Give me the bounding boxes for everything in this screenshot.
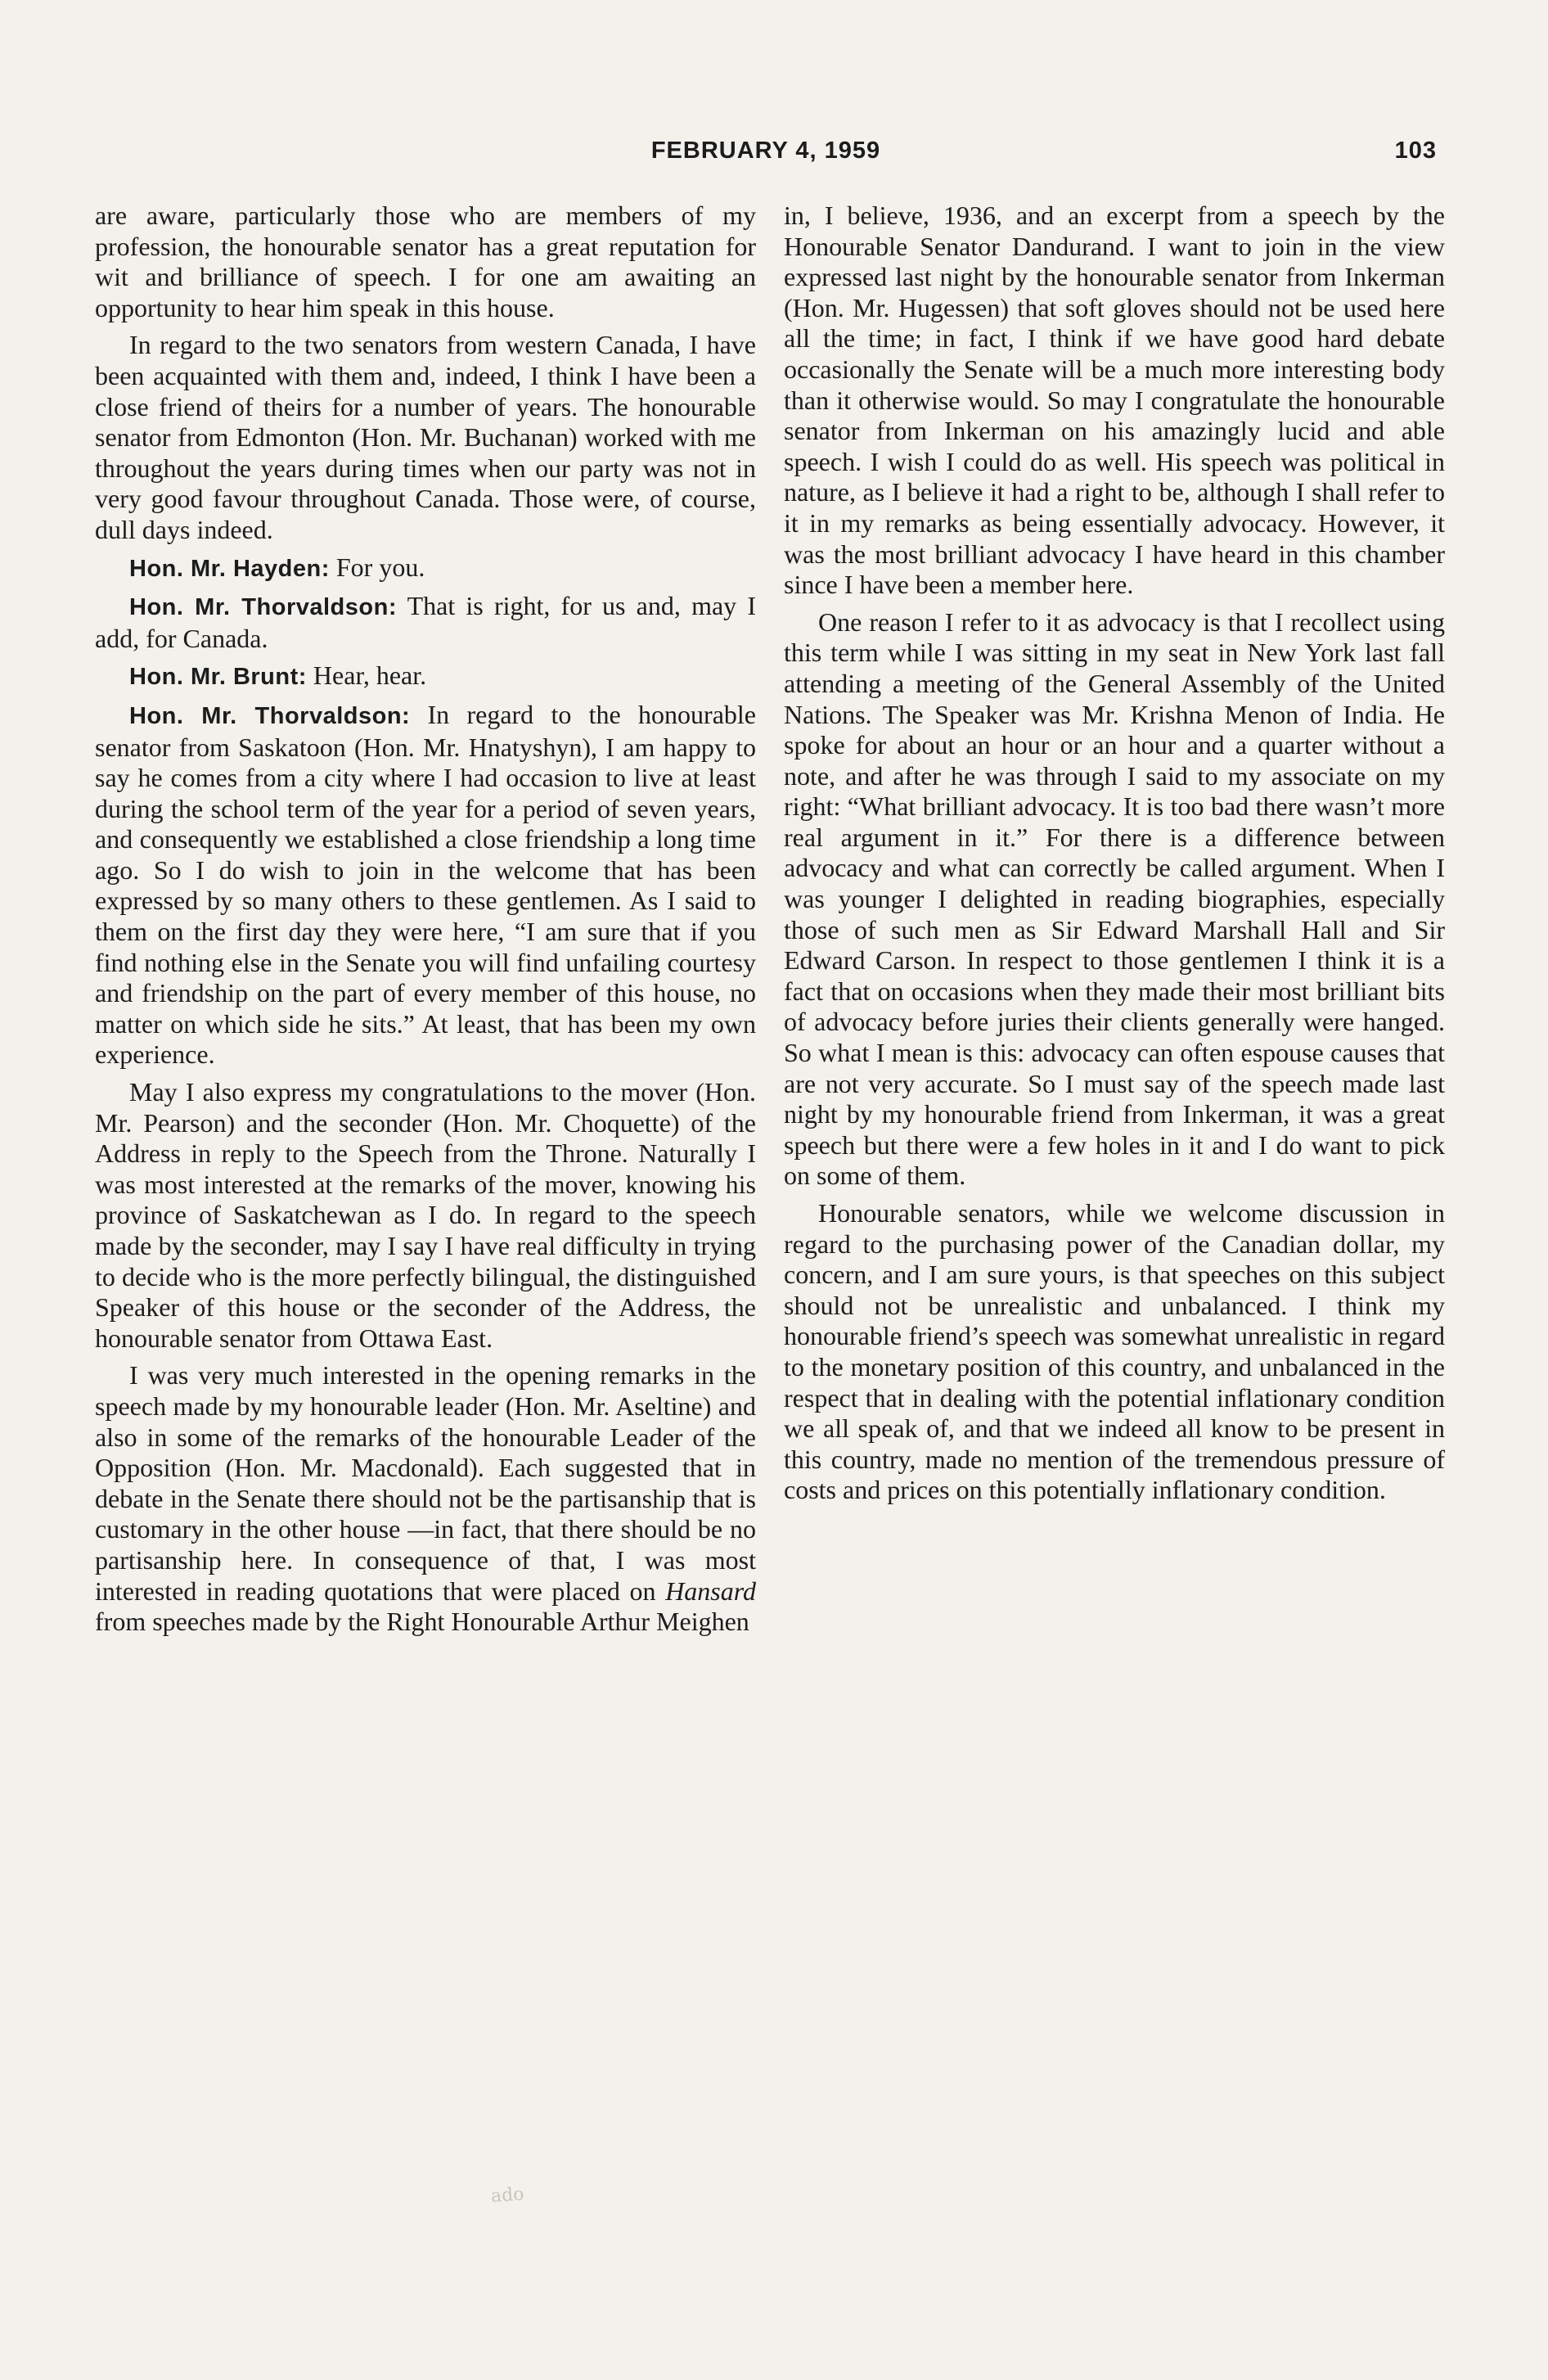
speech-thorvaldson (95, 700, 756, 1071)
page-number: 103 (1394, 137, 1437, 164)
page-header (95, 137, 1437, 170)
speech-text: That is right, for us and, may I add, for Canada. (95, 591, 756, 653)
right-column (784, 201, 1445, 2197)
paragraph: In regard to the two senators from western Canada, I have been acquainted with them and, indeed, I think I have been a close friend of theirs for a number of years. The honourable senator from Edmonton (Hon. Mr. Buchanan) worked with me throughout the years during times when our party was not in very good favour throughout Canada. Those were, of course, dull days indeed. (95, 330, 756, 544)
page-date: FEBRUARY 4, 1959 (650, 137, 881, 164)
paragraph: One reason I refer to it as advocacy is that I recollect using this term while I was sitting in my seat in New York last fall attending a meeting of the General Assembly of the United Nations. The Speaker was Mr. Krishna Menon of India. He spoke for about an hour or an hour and a quarter without a note, and after he was through I said to my associate on my right: “What brilliant advocacy. It is too bad there wasn’t more real argument in it.” For there is a difference between advocacy and what can correctly be called argument. When I was younger I delighted in reading biographies, especially those of such men as Sir Edward Marshall Hall and Sir Edward Carson. In respect to those gentlemen I think it is a fact that on occasions when they made their most brilliant bits of advocacy before juries their clients generally were hanged. So what I mean is this: advocacy can often espouse causes that are not very accurate. So I must say of the speech made last night by my honourable friend from Inkerman, it was a great speech but there were a few holes in it and I do want to pick on some of them. (784, 606, 1445, 1191)
margin-mark: ado (490, 2184, 525, 2207)
paragraph-text: from speeches made by the Right Honourable Arthur Meighen (95, 1607, 749, 1637)
speech-text: For you. (335, 552, 425, 582)
speech-hayden (95, 552, 756, 585)
paragraph: are aware, particularly those who are members of my profession, the honourable senator has a great reputation for wit and brilliance of speech. I for one am awaiting an opportunity to hear him speak in this house. (95, 201, 756, 322)
speech-text: Hear, hear. (313, 660, 427, 691)
speech-thorvaldson (95, 591, 756, 654)
paragraph: Honourable senators, while we welcome discussion in regard to the purchasing power of the Canadian dollar, my concern, and I am sure yours, is that speeches on this subject should not be unrealistic and unbalanced. I think my honourable friend’s speech was somewhat unrealistic in regard to the monetary position of this country, and unbalanced in the respect that in dealing with the potential inflationary condition we all speak of, and that we indeed all know to be present in this country, made no mention of the tremendous pressure of costs and prices on this potentially inflationary condition. (784, 1198, 1445, 1505)
speaker-name: Hon. Mr. Thorvaldson: (129, 594, 397, 621)
paragraph (95, 1360, 756, 1637)
left-column (95, 201, 756, 2197)
paragraph: in, I believe, 1936, and an excerpt from a speech by the Honourable Senator Dandurand. I want to join in the view expressed last night by the honourable senator from Inkerman (Hon. Mr. Hugessen) that soft gloves should not be used here all the time; in fact, I think if we have good hard debate occasionally the Senate will be a much more interesting body than it otherwise would. So may I congratulate the honourable senator from Inkerman on his amazingly lucid and able speech. I wish I could do as well. His speech was political in nature, as I believe it had a right to be, although I shall refer to it in my remarks as being essentially advocacy. However, it was the most brilliant advocacy I have heard in this chamber since I have been a member here. (784, 201, 1445, 600)
speaker-name: Hon. Mr. Thorvaldson: (129, 702, 411, 729)
speech-brunt (95, 660, 756, 693)
paragraph-text: I was very much interested in the opening remarks in the speech made by my honourable leader (Hon. Mr. Aseltine) and also in some of the remarks of the honourable Leader of the Opposition (Hon. Mr. Macdonald). Each suggested that in debate in the Senate there should not be the partisanship that is customary in the other house —in fact, that there should be no partisanship here. In consequence of that, I was most interested in reading quotations that were placed on (95, 1360, 756, 1606)
speech-text: In regard to the honourable senator from Saskatoon (Hon. Mr. Hnatyshyn), I am happy to say he comes from a city where I had occasion to live at least during the school term of the year for a period of seven years, and consequently we established a close friendship a long time ago. So I do wish to join in the welcome that has been expressed by so many others to these gentlemen. As I said to them on the first day they were here, “I am sure that if you find nothing else in the Senate you will find unfailing courtesy and friendship on the part of every member of this house, no matter on which side he sits.” At least, that has been my own experience. (95, 699, 756, 1070)
paragraph: May I also express my congratulations to the mover (Hon. Mr. Pearson) and the seconder (Hon. Mr. Choquette) of the Address in reply to the Speech from the Throne. Naturally I was most interested at the remarks of the mover, knowing his province of Saskatchewan as I do. In regard to the speech made by the seconder, may I say I have real difficulty in trying to decide who is the more perfectly bilingual, the distinguished Speaker of this house or the seconder of the Address, the honourable senator from Ottawa East. (95, 1077, 756, 1353)
speaker-name: Hon. Mr. Hayden: (129, 555, 330, 582)
speaker-name: Hon. Mr. Brunt: (129, 664, 307, 691)
hansard-title: Hansard (665, 1575, 756, 1606)
